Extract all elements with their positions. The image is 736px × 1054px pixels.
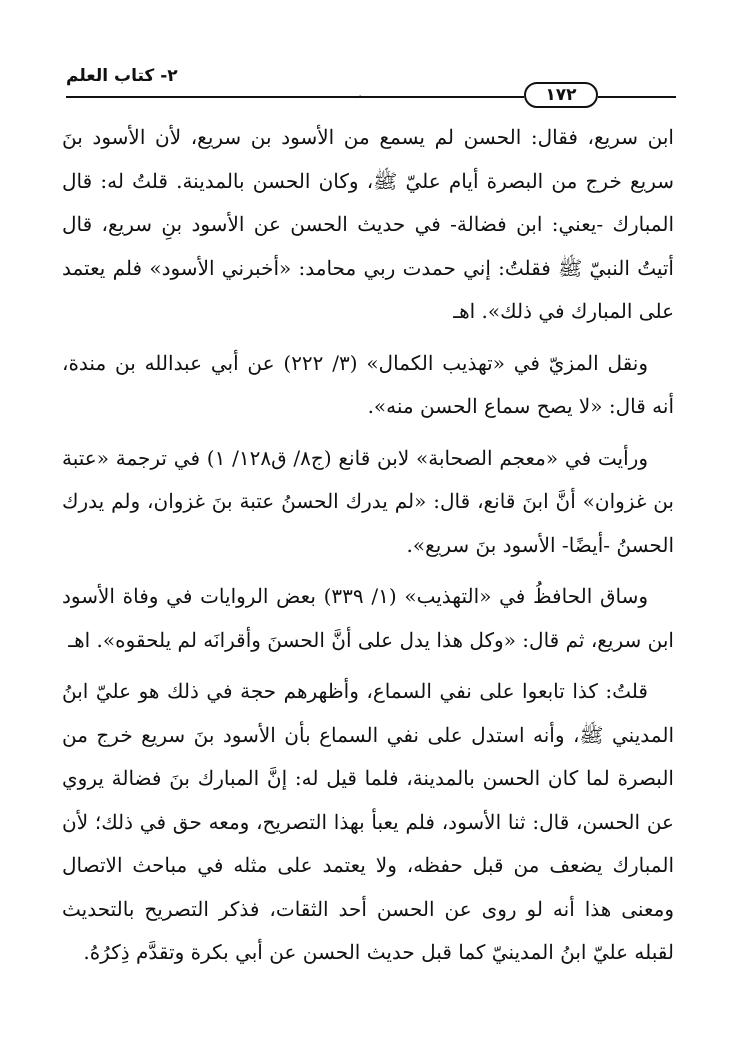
header-rule-right: [598, 96, 676, 98]
paragraph-5: قلتُ: كذا تابعوا على نفي السماع، وأظهرهم حجة في ذلك هو عليّ ابنُ المديني ﷺ، وأنه استدل على نفي السماع بأن الأسود بنَ سريع خرج من البصرة لما كان الحسن بالمدينة، فلما قيل له: إنَّ المبارك بنَ فضالة يروي عن الحسن، قال: ثنا الأسود، فلم يعبأ بهذا التصريح، ومعه حق في ذلك؛ لأن المبارك يضعف من قبل حفظه، ولا يعتمد على مثله في مباحث الاتصال ومعنى هذا أنه لو روى عن الحسن أحد الثقات، فذكر التصريح بالتحديث لقبله عليّ ابنُ المدينيّ كما قبل حديث الحسن عن أبي بكرة وتقدَّم ذِكرُهُ.: [62, 679, 674, 964]
paragraph-1: ابن سريع، فقال: الحسن لم يسمع من الأسود بن سريع، لأن الأسود بنَ سريع خرج من البصرة أيام عليّ ﷺ، وكان الحسن بالمدينة. قلتُ له: قال المبارك -يعني: ابن فضالة- في حديث الحسن عن الأسود بنِ سريع، قال أتيتُ النبيّ ﷺ فقلتُ: إني حمدت ربي محامد: «أخبرني الأسود» فلم يعتمد على المبارك في ذلك». اهـ: [62, 125, 674, 323]
paragraph-3: ورأيت في «معجم الصحابة» لابن قانع (ج٨/ ق١٢٨/ ١) في ترجمة «عتبة بن غزوان» أنَّ ابنَ قانع، قال: «لم يدرك الحسنُ عتبة بنَ غزوان، ولم يدرك الحسنُ -أيضًا- الأسود بنَ سريع».: [62, 445, 674, 557]
paragraph-4: وساق الحافظُ في «التهذيب» (١/ ٣٣٩) بعض الروايات في وفاة الأسود ابن سريع، ثم قال: «وكل هذا يدل على أنَّ الحسنَ وأقرانَه لم يلحقوه». اهـ: [62, 584, 674, 652]
page-number-badge: ١٧٢: [524, 82, 598, 108]
page-body: [62, 116, 674, 983]
page-header: [66, 62, 676, 108]
section-title: ٢- كتاب العلم: [66, 66, 178, 86]
header-rule: [66, 96, 524, 98]
paragraph-2: ونقل المزيّ في «تهذيب الكمال» (٣/ ٢٢٢) عن أبي عبدالله بن مندة، أنه قال: «لا يصح سماع الحسن منه».: [62, 350, 674, 418]
